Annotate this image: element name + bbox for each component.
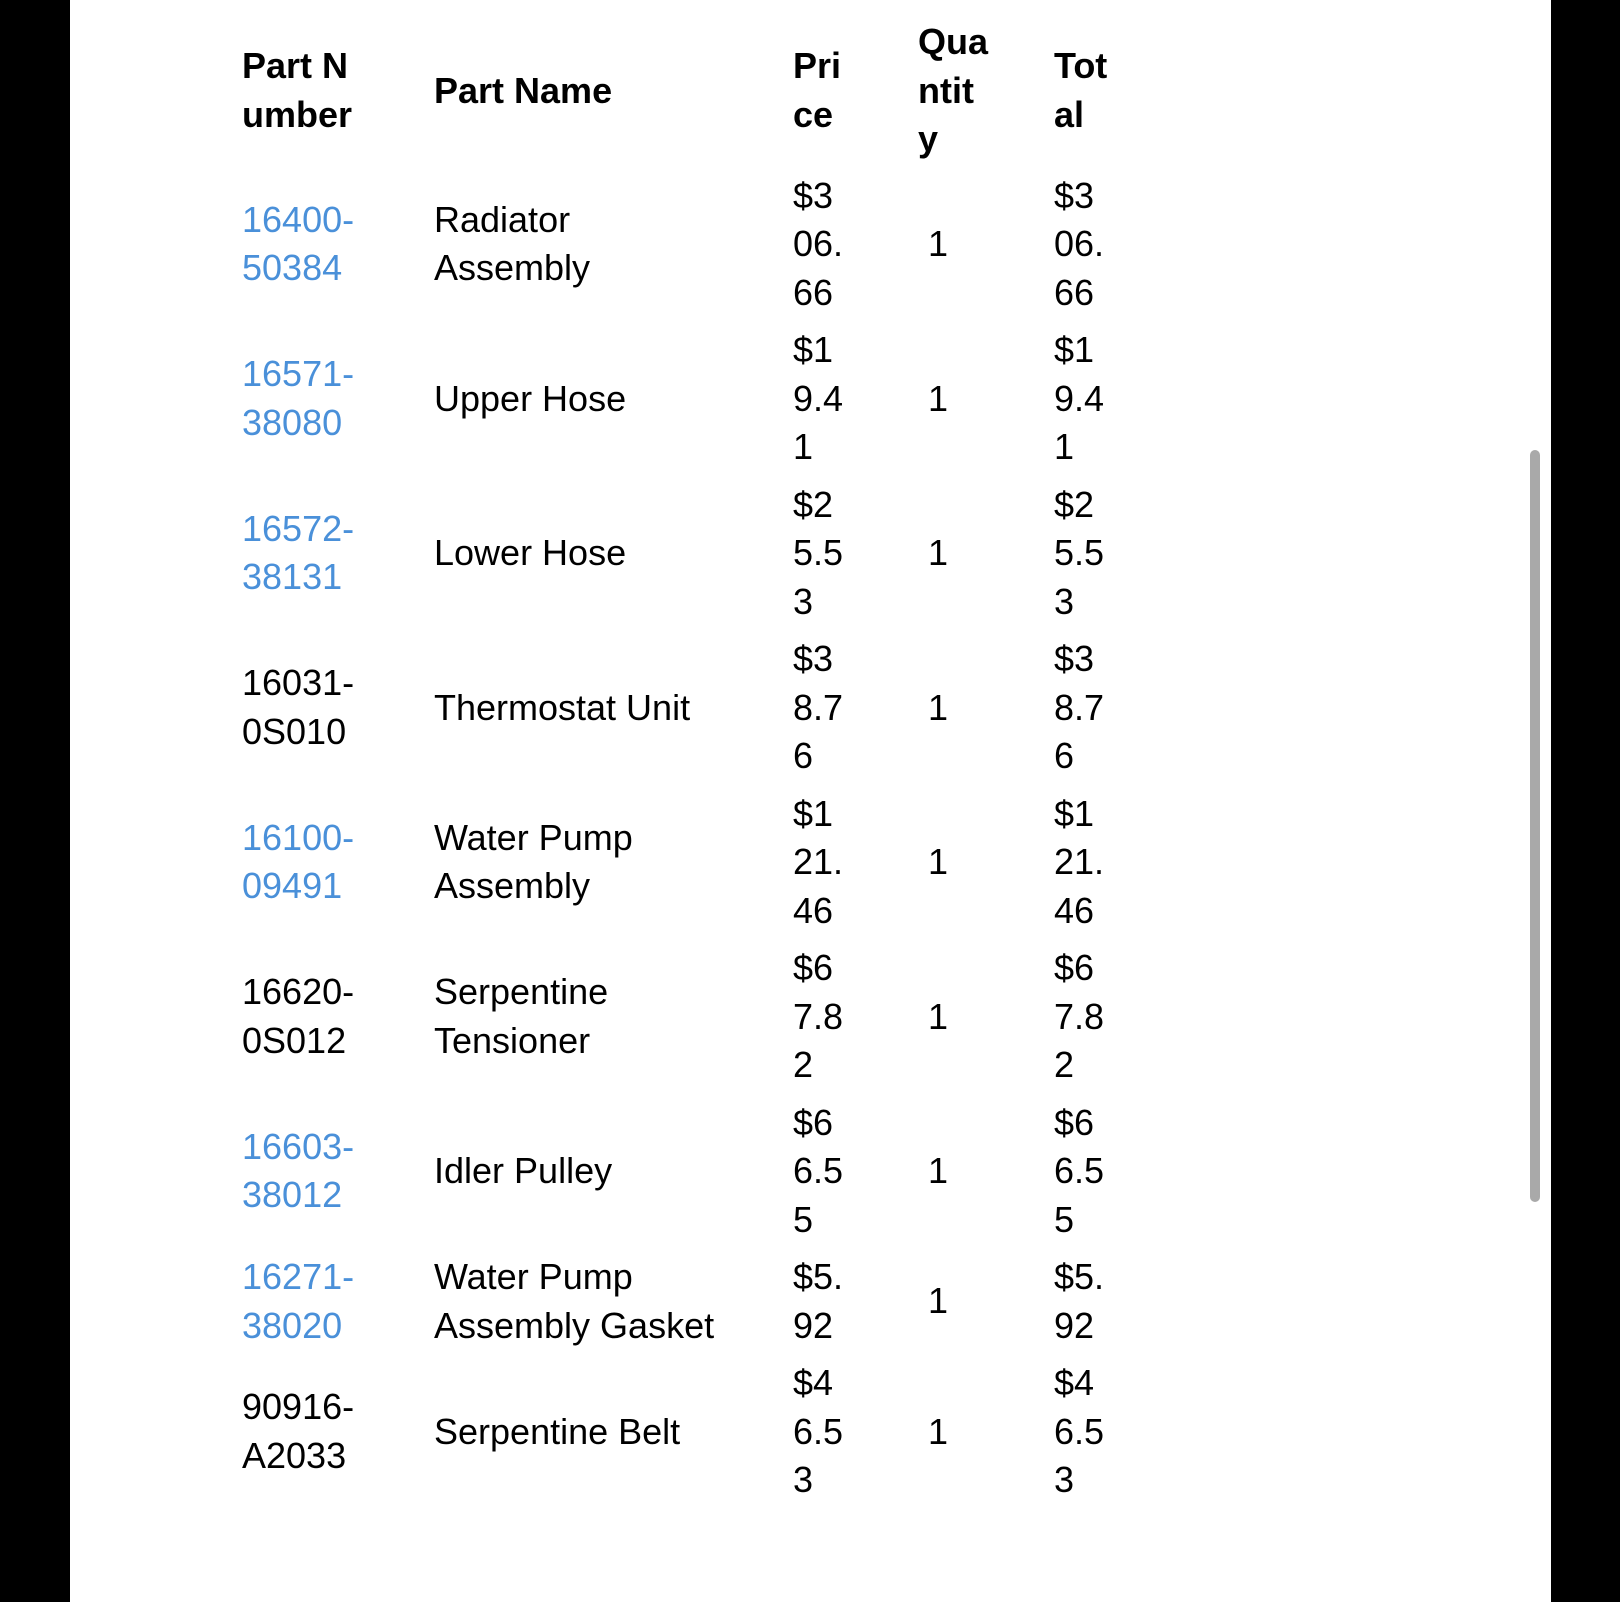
cell-total <box>1054 1253 1174 1359</box>
cell-price-text: $66.55 <box>793 1101 844 1240</box>
header-part-number: Part Number <box>242 45 353 135</box>
cell-total-text: $5.92 <box>1054 1256 1105 1346</box>
cell-quantity <box>918 635 1054 790</box>
table-row <box>242 1253 1174 1359</box>
cell-total-text: $121.46 <box>1054 792 1105 931</box>
cell-part-name-text: Radiator Assembly <box>434 198 591 289</box>
table-body <box>242 172 1174 1514</box>
cell-price <box>793 481 918 636</box>
cell-price-text: $38.76 <box>793 638 844 776</box>
part-number-link[interactable]: 16100-09491 <box>242 816 355 907</box>
cell-price <box>793 1099 918 1254</box>
part-number-link[interactable]: 16271-38020 <box>242 1256 355 1346</box>
cell-price-text: $5.92 <box>793 1256 844 1346</box>
cell-total-text: $38.76 <box>1054 638 1105 776</box>
cell-part-number <box>242 1099 434 1254</box>
cell-part-name <box>434 1099 793 1254</box>
cell-price <box>793 790 918 945</box>
cell-quantity-text: 1 <box>928 1150 949 1191</box>
table-header <box>242 18 1174 172</box>
table-row <box>242 635 1174 790</box>
cell-price <box>793 1253 918 1359</box>
cell-part-name-text: Idler Pulley <box>434 1150 613 1191</box>
cell-price <box>793 326 918 481</box>
cell-total <box>1054 481 1174 636</box>
cell-part-number <box>242 635 434 790</box>
cell-quantity <box>918 1099 1054 1254</box>
cell-total-text: $66.55 <box>1054 1101 1105 1240</box>
cell-part-name <box>434 1359 793 1514</box>
cell-part-name <box>434 790 793 945</box>
header-total: Total <box>1054 45 1108 135</box>
table-row <box>242 172 1174 327</box>
cell-price-text: $25.53 <box>793 483 844 622</box>
part-number-link[interactable]: 16603-38012 <box>242 1125 355 1216</box>
header-row <box>242 18 1174 172</box>
part-number-link[interactable]: 16572-38131 <box>242 507 355 598</box>
parts-table <box>242 18 1174 1514</box>
cell-part-name-text: Lower Hose <box>434 532 627 573</box>
header-price: Price <box>793 45 842 135</box>
cell-part-number <box>242 1359 434 1514</box>
cell-quantity-text: 1 <box>928 377 949 419</box>
cell-part-number <box>242 326 434 481</box>
cell-quantity <box>918 1359 1054 1514</box>
cell-total-text: $25.53 <box>1054 483 1105 622</box>
cell-part-name <box>434 481 793 636</box>
table-row <box>242 790 1174 945</box>
part-number-text: 16620-0S012 <box>242 971 355 1061</box>
part-number-text: 16031-0S010 <box>242 662 355 752</box>
cell-part-name-text: Water Pump Assembly <box>434 816 633 907</box>
table-row <box>242 1359 1174 1514</box>
cell-part-name-text: Water Pump Assembly Gasket <box>434 1256 715 1346</box>
cell-part-name <box>434 635 793 790</box>
cell-quantity <box>918 481 1054 636</box>
cell-price-text: $121.46 <box>793 792 844 931</box>
cell-part-name-text: Serpentine Tensioner <box>434 971 609 1061</box>
cell-part-number <box>242 481 434 636</box>
cell-total <box>1054 326 1174 481</box>
table-row <box>242 326 1174 481</box>
cell-price-text: $19.41 <box>793 329 844 467</box>
cell-price <box>793 635 918 790</box>
part-number-link[interactable]: 16571-38080 <box>242 353 355 443</box>
cell-total-text: $46.53 <box>1054 1362 1105 1500</box>
cell-price <box>793 172 918 327</box>
cell-quantity-text: 1 <box>928 1410 949 1452</box>
cell-quantity <box>918 326 1054 481</box>
cell-part-name <box>434 1253 793 1359</box>
cell-part-name-text: Upper Hose <box>434 377 627 419</box>
cell-part-name-text: Serpentine Belt <box>434 1410 681 1452</box>
cell-part-name-text: Thermostat Unit <box>434 686 691 728</box>
cell-total <box>1054 944 1174 1099</box>
cell-quantity-text: 1 <box>928 532 949 573</box>
vertical-scrollbar[interactable] <box>1530 450 1540 1202</box>
cell-quantity-text: 1 <box>928 223 949 264</box>
cell-total <box>1054 172 1174 327</box>
cell-quantity-text: 1 <box>928 1280 949 1322</box>
cell-quantity-text: 1 <box>928 686 949 728</box>
cell-total <box>1054 790 1174 945</box>
cell-price-text: $306.66 <box>793 174 844 313</box>
cell-part-name <box>434 326 793 481</box>
cell-part-number <box>242 944 434 1099</box>
cell-quantity <box>918 172 1054 327</box>
cell-part-number <box>242 172 434 327</box>
header-quantity: Quantity <box>918 21 989 159</box>
part-number-link[interactable]: 16400-50384 <box>242 198 355 289</box>
part-number-text: 90916-A2033 <box>242 1386 355 1476</box>
cell-quantity <box>918 790 1054 945</box>
cell-total <box>1054 635 1174 790</box>
cell-total-text: $19.41 <box>1054 329 1105 467</box>
cell-part-number <box>242 790 434 945</box>
header-part-name: Part Name <box>434 69 613 111</box>
cell-price <box>793 1359 918 1514</box>
cell-total <box>1054 1099 1174 1254</box>
cell-quantity <box>918 1253 1054 1359</box>
cell-total-text: $67.82 <box>1054 947 1105 1085</box>
page <box>70 0 1551 1602</box>
cell-quantity-text: 1 <box>928 995 949 1037</box>
cell-price-text: $46.53 <box>793 1362 844 1500</box>
table-row <box>242 481 1174 636</box>
cell-part-number <box>242 1253 434 1359</box>
cell-total-text: $306.66 <box>1054 174 1105 313</box>
cell-part-name <box>434 172 793 327</box>
table-row <box>242 944 1174 1099</box>
cell-part-name <box>434 944 793 1099</box>
cell-quantity-text: 1 <box>928 841 949 882</box>
cell-total <box>1054 1359 1174 1514</box>
cell-quantity <box>918 944 1054 1099</box>
table-row <box>242 1099 1174 1254</box>
cell-price-text: $67.82 <box>793 947 844 1085</box>
cell-price <box>793 944 918 1099</box>
